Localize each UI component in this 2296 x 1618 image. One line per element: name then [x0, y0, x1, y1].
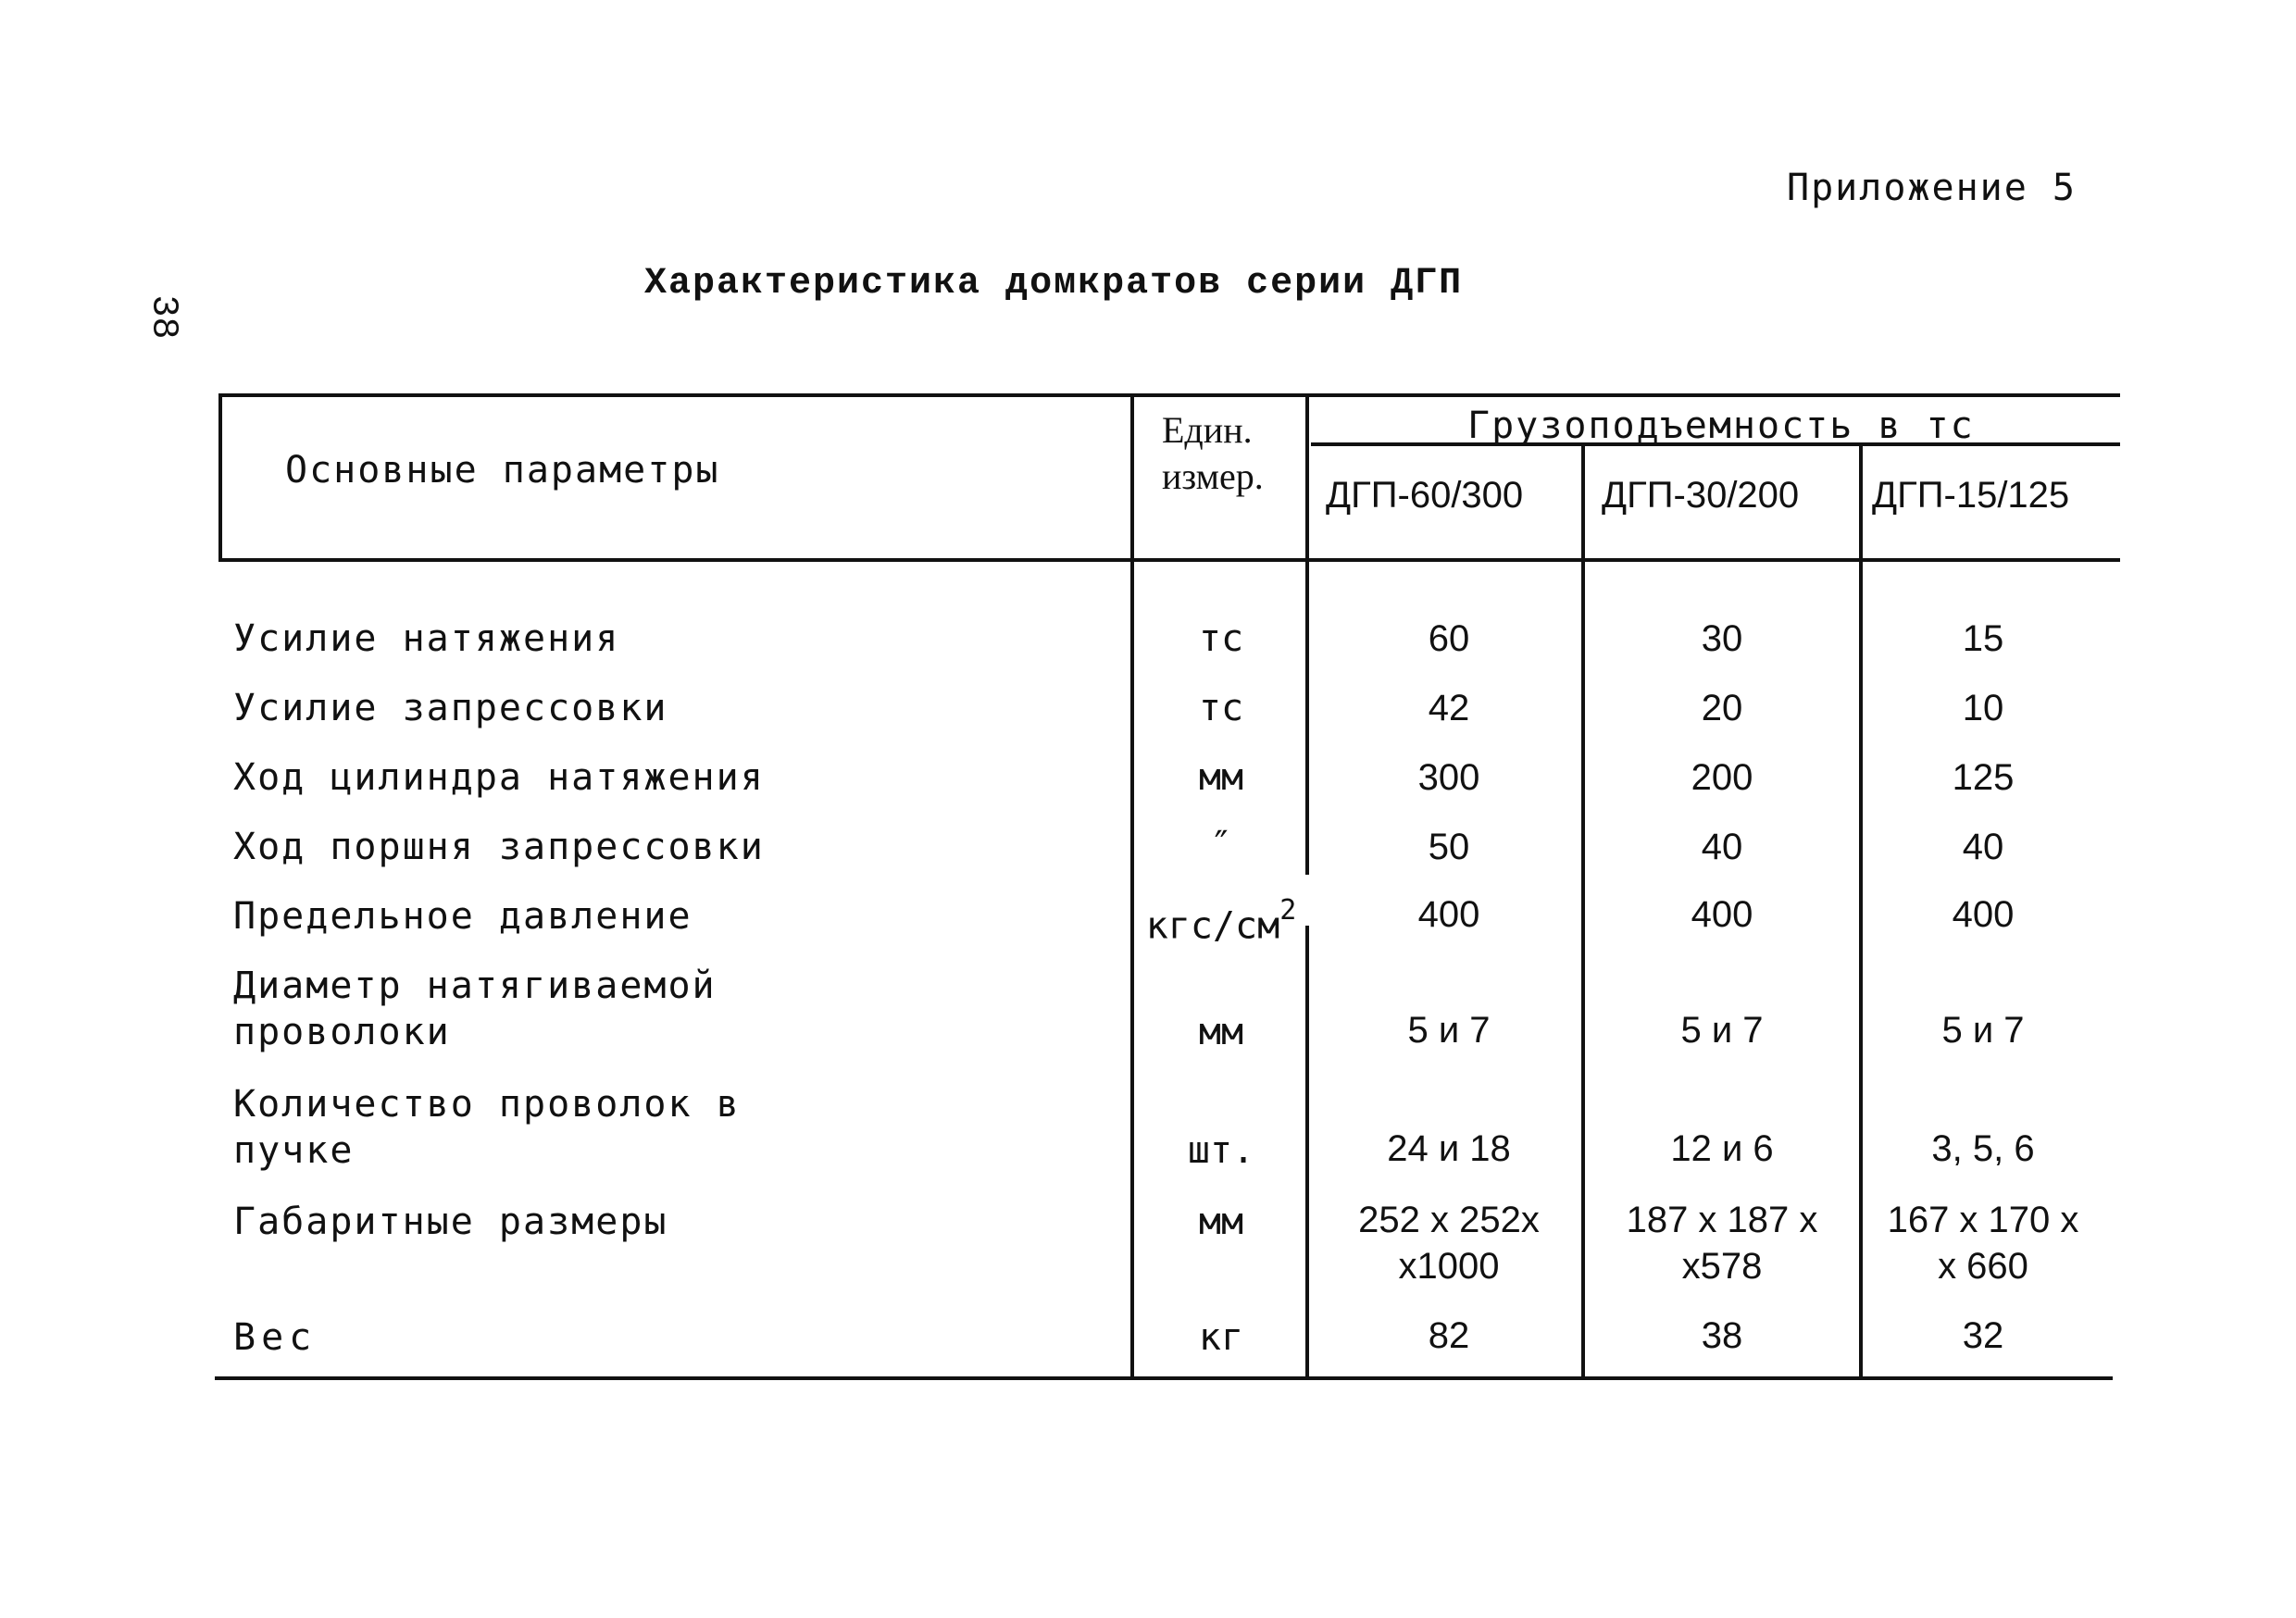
table-row-value: 24 и 18 [1387, 1128, 1511, 1169]
table-row-unit: кгс/см [1145, 904, 1280, 948]
table-row-value: 82 [1428, 1315, 1470, 1356]
table-row-value: 42 [1428, 688, 1470, 728]
table-row-value: 200 [1691, 757, 1753, 798]
table-row-param-cont: пучке [233, 1129, 355, 1172]
table-row-value: 5 и 7 [1941, 1010, 2025, 1051]
table-bottom-border [215, 1376, 2113, 1380]
table-row-param: Диаметр натягиваемой [233, 965, 717, 1007]
table-row-value: 300 [1417, 757, 1480, 798]
table-row-value: 20 [1701, 688, 1743, 728]
table-row-value: 187 x 187 x [1626, 1200, 1818, 1240]
table-row-value-cont: x578 [1681, 1246, 1763, 1287]
table-row-unit: тс [1198, 617, 1244, 660]
table-row-value: 60 [1428, 618, 1470, 659]
table-row-value: 38 [1701, 1315, 1743, 1356]
table-row-value: 40 [1701, 827, 1743, 867]
appendix-label: Приложение 5 [1787, 167, 2077, 209]
page-number: 38 [142, 294, 184, 340]
table-row-value-cont: x 660 [1938, 1246, 2028, 1287]
table-row-unit: шт. [1187, 1129, 1255, 1172]
table-left-border [218, 393, 222, 562]
table-row-param: Усилие запрессовки [233, 687, 668, 729]
table-row-value: 400 [1952, 894, 2015, 935]
table-row-value: 12 и 6 [1670, 1128, 1774, 1169]
table-row-unit: тс [1198, 687, 1244, 729]
page-title: Характеристика домкратов серии ДГП [644, 263, 1464, 305]
table-row-value: 5 и 7 [1680, 1010, 1764, 1051]
header-unit [1162, 407, 1264, 500]
table-row-unit: ″ [1209, 824, 1233, 866]
header-param: Основные параметры [285, 449, 720, 492]
table-row-unit-cell [1133, 893, 1309, 949]
table-row-value: 40 [1962, 827, 2004, 867]
table-row-value: 125 [1952, 757, 2015, 798]
table-row-unit: мм [1198, 756, 1244, 799]
table-row-param: Ход поршня запрессовки [233, 826, 765, 868]
table-row-value: 400 [1691, 894, 1753, 935]
header-capacity: Грузоподъемность в тс [1467, 404, 1975, 447]
table-row-value: 167 x 170 x [1887, 1200, 2079, 1240]
header-bottom-border [220, 558, 2120, 562]
table-row-value: 15 [1962, 618, 2004, 659]
table-row-unit: мм [1198, 1011, 1244, 1053]
table-row-value: 10 [1962, 688, 2004, 728]
table-row-param: Предельное давление [233, 895, 693, 938]
header-model-3: ДГП-15/125 [1872, 475, 2070, 516]
unit-superscript: 2 [1279, 894, 1297, 927]
table-row-param: Количество проволок в [233, 1083, 741, 1126]
table-row-value: 400 [1417, 894, 1480, 935]
header-unit-line1: Един. [1162, 409, 1253, 451]
table-row-value: 50 [1428, 827, 1470, 867]
table-row-param-cont: проволоки [233, 1011, 451, 1053]
header-model-1: ДГП-60/300 [1326, 475, 1524, 516]
table-row-param: Ход цилиндра натяжения [233, 756, 765, 799]
table-top-border [220, 393, 2120, 397]
table-row-value: 252 x 252x [1358, 1200, 1540, 1240]
table-row-unit: мм [1198, 1201, 1244, 1243]
table-row-value: 3, 5, 6 [1931, 1128, 2035, 1169]
header-model-2: ДГП-30/200 [1602, 475, 1800, 516]
table-row-value-cont: x1000 [1398, 1246, 1500, 1287]
table-row-value: 32 [1962, 1315, 2004, 1356]
table-row-value: 30 [1701, 618, 1743, 659]
table-row-unit: кг [1198, 1316, 1244, 1359]
table-row-value: 5 и 7 [1407, 1010, 1491, 1051]
header-unit-line2: измер. [1162, 455, 1264, 497]
table-row-param: Габаритные размеры [233, 1201, 668, 1243]
table-row-param: Вес [233, 1316, 318, 1359]
table-row-param: Усилие натяжения [233, 617, 620, 660]
